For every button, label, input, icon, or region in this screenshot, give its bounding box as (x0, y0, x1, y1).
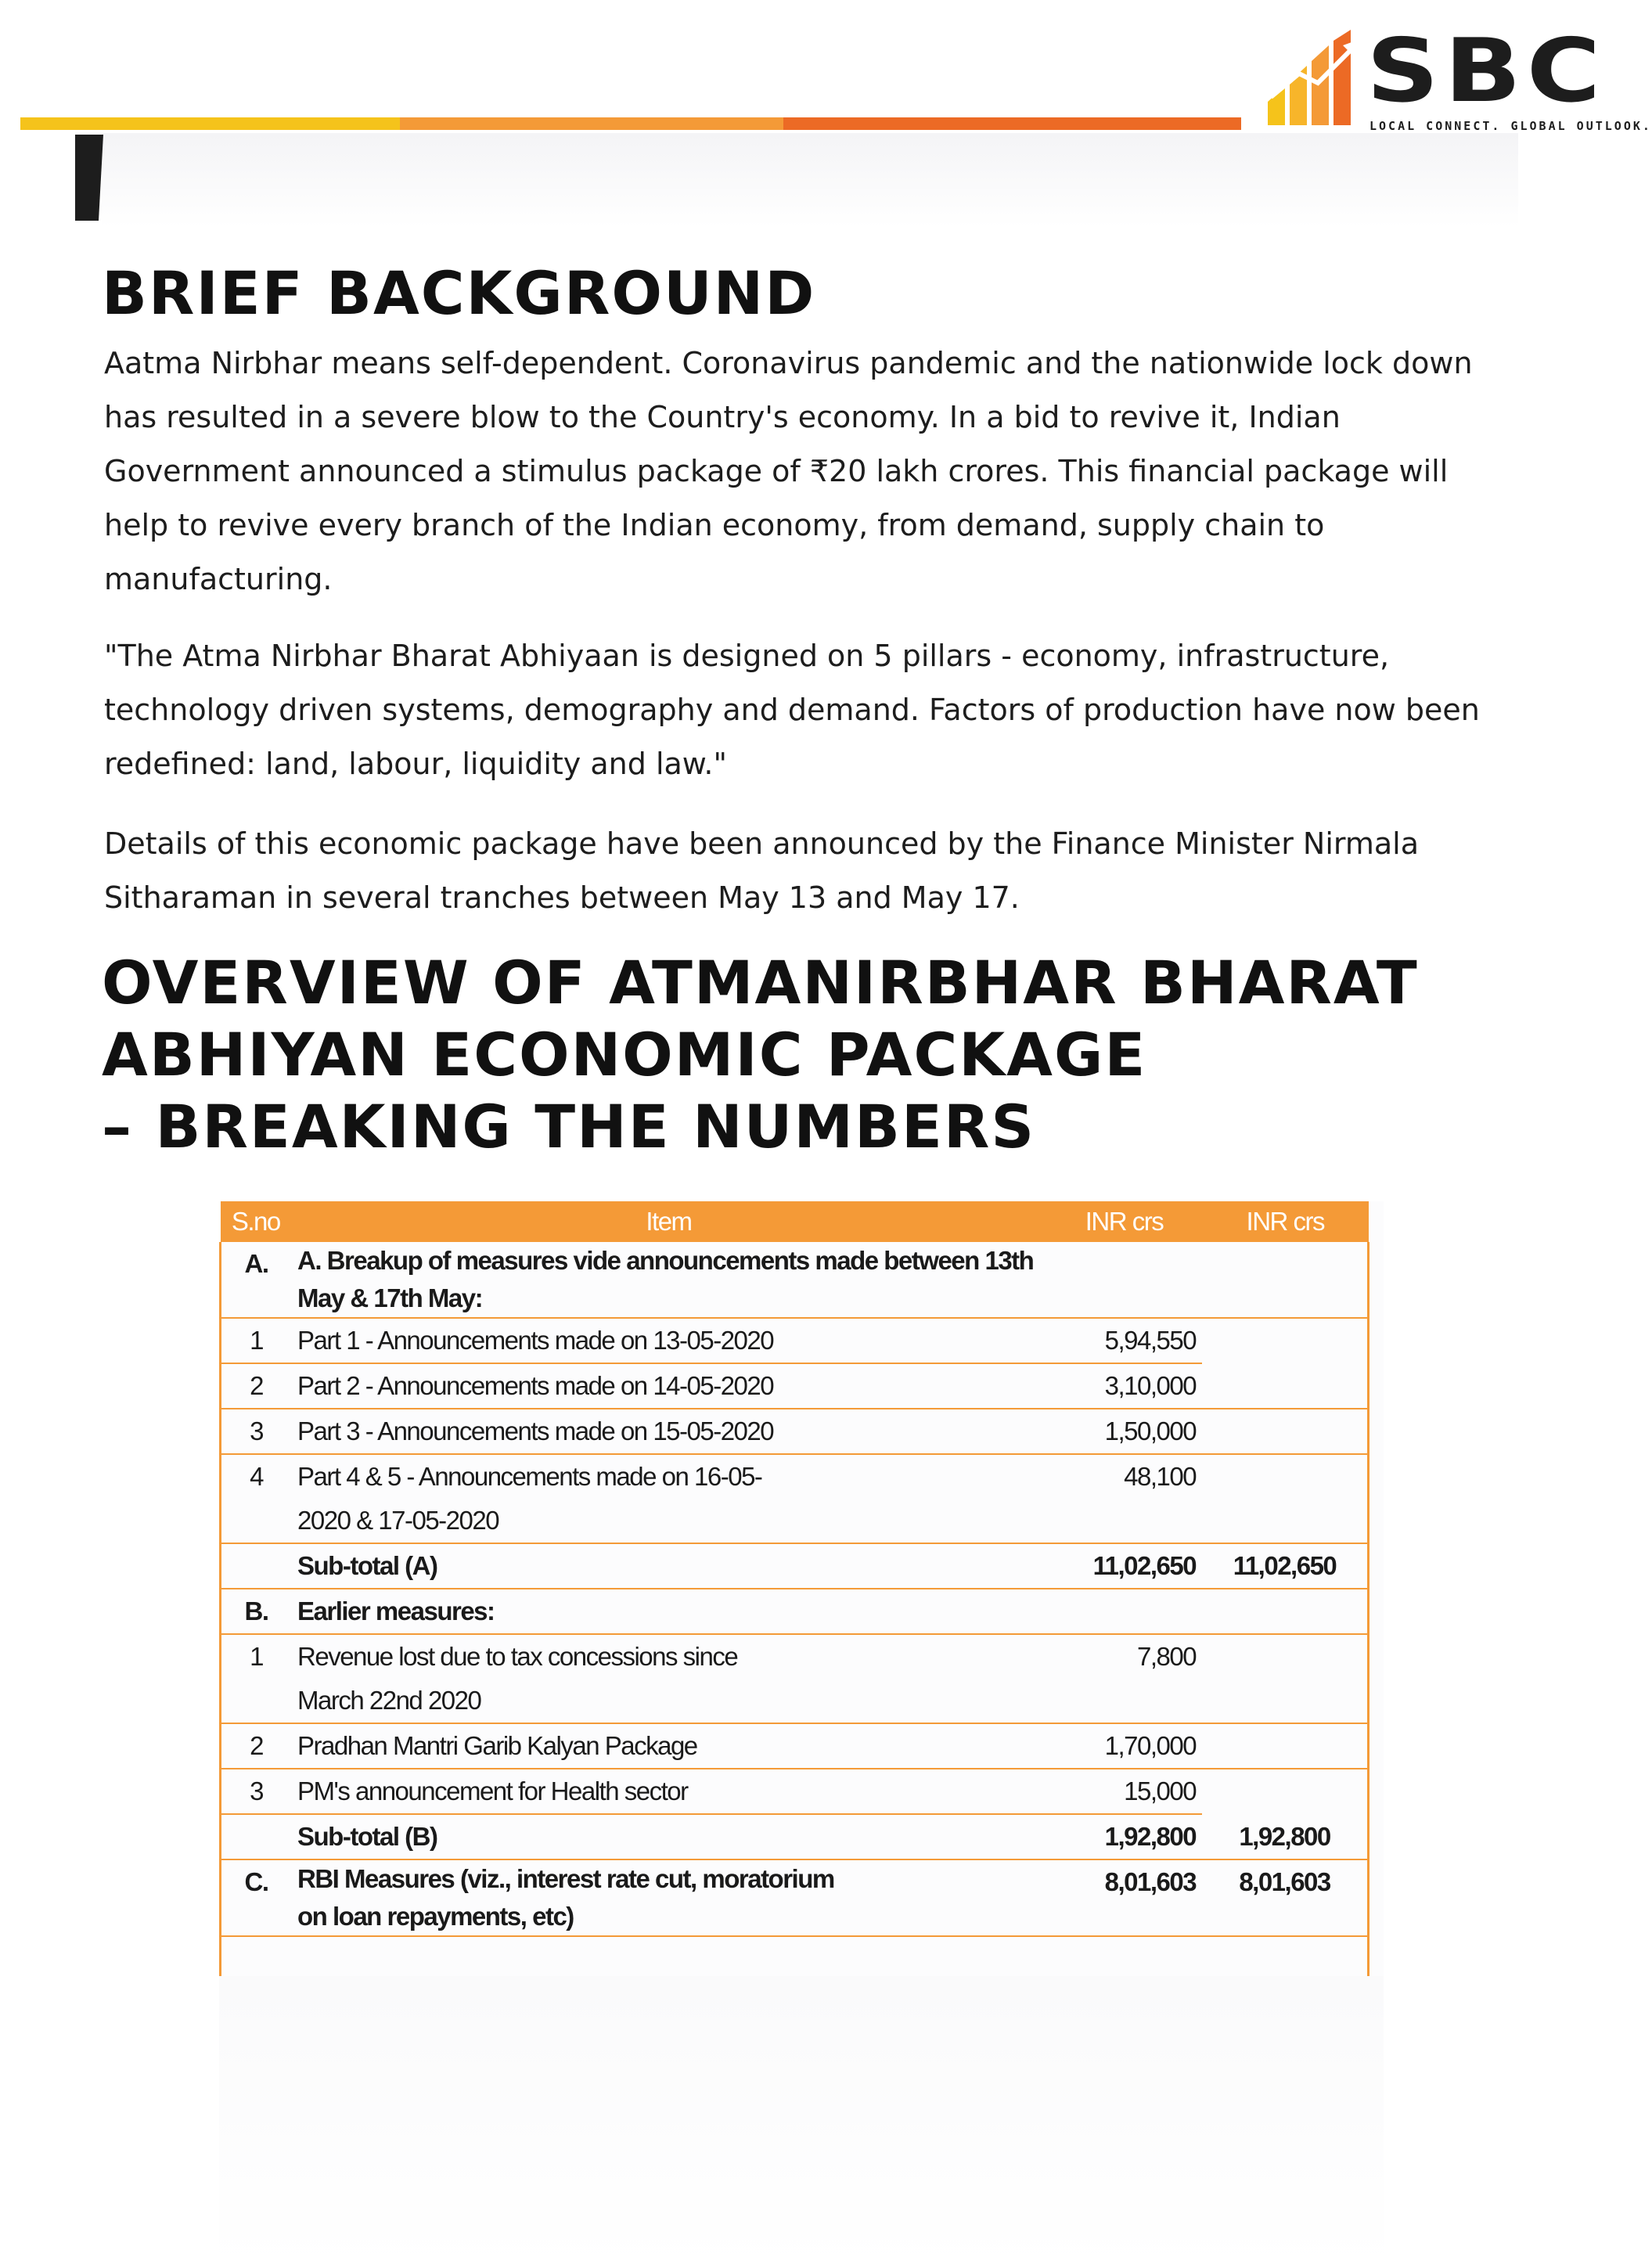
table-row (221, 1409, 1369, 1454)
cell-item: Part 1 - Announcements made on 13-05-2020 (291, 1318, 1046, 1363)
cell-inr-2 (1202, 1589, 1368, 1634)
cell-inr-2 (1202, 1409, 1368, 1454)
cell-item: Pradhan Mantri Garib Kalyan Package (291, 1723, 1046, 1769)
table-row-subtotal-b (221, 1814, 1369, 1859)
cell-inr-2 (1202, 1634, 1368, 1723)
table-row (221, 1634, 1369, 1723)
package-table-container (219, 1201, 1384, 1976)
cell-sno: 2 (221, 1363, 292, 1409)
cell-sno: B. (221, 1589, 292, 1634)
package-breakup-table (219, 1201, 1369, 1978)
cell-sno (221, 1814, 292, 1859)
page-bottom-background (219, 1976, 1384, 2268)
cell-item: Part 4 & 5 - Announcements made on 16-05-2020 & 17-05-2020 (291, 1454, 1046, 1543)
table-row (221, 1769, 1369, 1814)
header-inr-2: INR crs (1202, 1201, 1368, 1242)
cell-inr-2 (1202, 1363, 1368, 1409)
cell-sno (221, 1936, 292, 1978)
header-bar-orange (400, 117, 783, 130)
cell-sno: 3 (221, 1769, 292, 1814)
cell-item: Earlier measures: (291, 1589, 1046, 1634)
cell-inr-1: 1,50,000 (1046, 1409, 1202, 1454)
section-title-overview (102, 947, 1419, 1163)
cell-inr-1: 8,01,603 (1046, 1859, 1202, 1936)
cell-sno (221, 1543, 292, 1589)
cell-inr-1: 48,100 (1046, 1454, 1202, 1543)
paragraph-quote (104, 629, 1497, 791)
cell-inr-1: 1,92,800 (1046, 1814, 1202, 1859)
cell-item (291, 1936, 1046, 1978)
table-row-subtotal-a (221, 1543, 1369, 1589)
header-slash-decoration (75, 135, 103, 221)
header-bar-yellow (20, 117, 400, 130)
cell-sno: C. (221, 1859, 292, 1936)
header-sno: S.no (221, 1201, 292, 1242)
paragraph-text: "The Atma Nirbhar Bharat Abhiyaan is designed on 5 pillars - economy, infrastructure, technology driven systems, demography and demand. Factors of production have now been redefined: land, labour, liquidity and law." (104, 639, 1480, 781)
logo-tagline: LOCAL CONNECT. GLOBAL OUTLOOK. (1369, 119, 1652, 133)
table-row (221, 1859, 1369, 1936)
header-item: Item (291, 1201, 1046, 1242)
cell-item: RBI Measures (viz., interest rate cut, moratorium on loan repayments, etc) (291, 1859, 1046, 1936)
cell-inr-1 (1046, 1936, 1202, 1978)
title-line: ABHIYAN ECONOMIC PACKAGE (102, 1020, 1147, 1089)
table-row (221, 1589, 1369, 1634)
table-row (221, 1723, 1369, 1769)
paragraph-intro (104, 337, 1497, 607)
header-inr-1: INR crs (1046, 1201, 1202, 1242)
cell-sno: 3 (221, 1409, 292, 1454)
cell-item: Sub-total (B) (291, 1814, 1046, 1859)
table-row (221, 1363, 1369, 1409)
growth-arrow-icon (1268, 31, 1369, 133)
logo-wordmark: SBC (1366, 20, 1607, 122)
cell-inr-1: 7,800 (1046, 1634, 1202, 1723)
cell-inr-2 (1202, 1318, 1368, 1363)
cell-item: Sub-total (A) (291, 1543, 1046, 1589)
cell-item: Part 3 - Announcements made on 15-05-2020 (291, 1409, 1046, 1454)
cell-sno: 1 (221, 1318, 292, 1363)
cell-inr-2 (1202, 1454, 1368, 1543)
table-row (221, 1454, 1369, 1543)
cell-item: Part 2 - Announcements made on 14-05-2020 (291, 1363, 1046, 1409)
table-row (221, 1242, 1369, 1318)
cell-inr-2: 8,01,603 (1202, 1859, 1368, 1936)
cell-sno: 4 (221, 1454, 292, 1543)
cell-inr-2 (1202, 1769, 1368, 1814)
cell-inr-2 (1202, 1936, 1368, 1978)
cell-inr-2 (1202, 1723, 1368, 1769)
cell-inr-2: 1,92,800 (1202, 1814, 1368, 1859)
cell-inr-1: 15,000 (1046, 1769, 1202, 1814)
cell-inr-1: 5,94,550 (1046, 1318, 1202, 1363)
cell-item: A. Breakup of measures vide announcements made between 13th May & 17th May: (291, 1242, 1046, 1318)
cell-sno: 2 (221, 1723, 292, 1769)
table-row (221, 1318, 1369, 1363)
header-color-bar (20, 117, 1241, 130)
cell-inr-1 (1046, 1589, 1202, 1634)
cell-sno: A. (221, 1242, 292, 1318)
table-row-empty (221, 1936, 1369, 1978)
cell-item: PM's announcement for Health sector (291, 1769, 1046, 1814)
paragraph-details (104, 817, 1497, 925)
paragraph-text: Aatma Nirbhar means self-dependent. Coronavirus pandemic and the nationwide lock down has resulted in a severe blow to the Country's economy. In a bid to revive it, Indian Government announced a stimulus package of ₹20 lakh crores. This financial package will help to revive every branch of the Indian economy, from demand, supply chain to manufacturing. (104, 346, 1473, 596)
paragraph-text: Details of this economic package have been announced by the Finance Minister Nirmala Sitharaman in several tranches between May 13 and May 17. (104, 826, 1419, 915)
cell-inr-1: 11,02,650 (1046, 1543, 1202, 1589)
cell-inr-2 (1202, 1242, 1368, 1318)
cell-sno: 1 (221, 1634, 292, 1723)
title-line: OVERVIEW OF ATMANIRBHAR BHARAT (102, 948, 1419, 1017)
cell-inr-1: 3,10,000 (1046, 1363, 1202, 1409)
cell-inr-1 (1046, 1242, 1202, 1318)
header-bar-dark-orange (783, 117, 1241, 130)
header-background (102, 133, 1518, 227)
cell-inr-2: 11,02,650 (1202, 1543, 1368, 1589)
sbc-logo (1268, 20, 1652, 141)
table-header-row (221, 1201, 1369, 1242)
title-line: – BREAKING THE NUMBERS (102, 1092, 1036, 1161)
section-title-brief-background: BRIEF BACKGROUND (102, 258, 816, 328)
cell-inr-1: 1,70,000 (1046, 1723, 1202, 1769)
cell-item: Revenue lost due to tax concessions since March 22nd 2020 (291, 1634, 1046, 1723)
